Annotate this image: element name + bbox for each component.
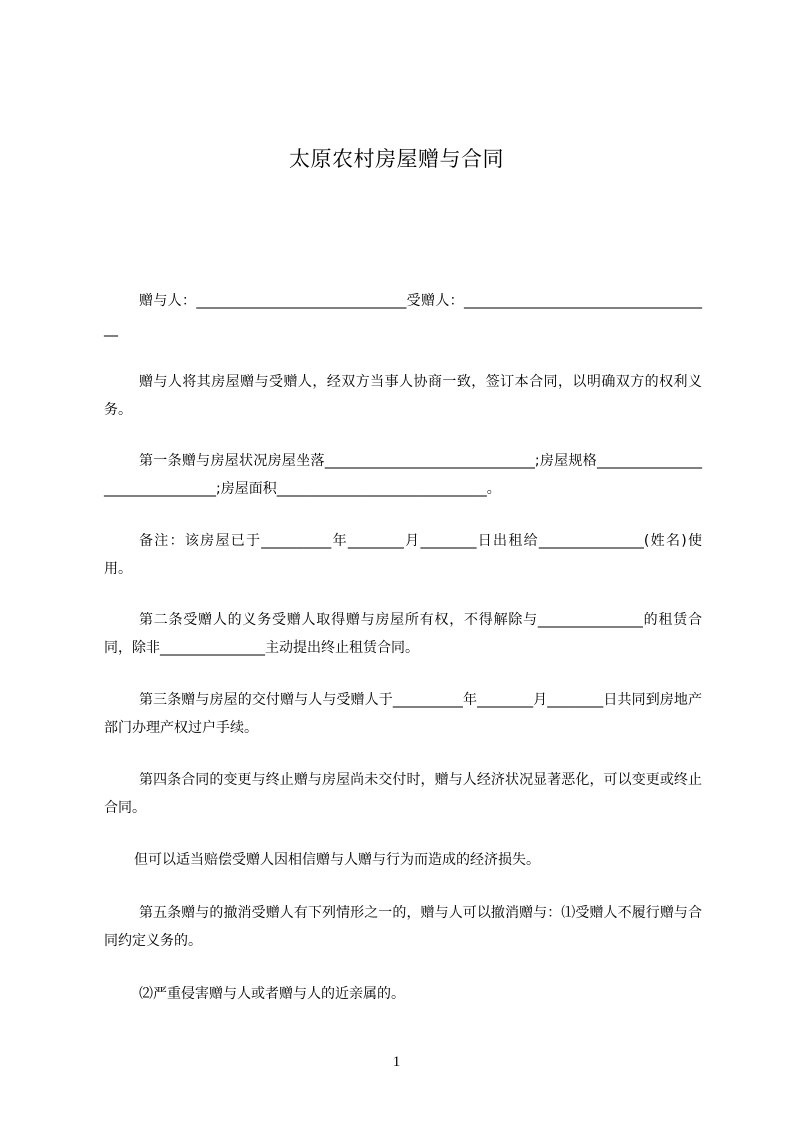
article-1-paragraph: 第一条赠与房屋状况房屋坐落______________________________;房屋规格_______________________________;房屋面积______________________________。 (104, 453, 702, 497)
article-2-paragraph: 第二条受赠人的义务受赠人取得赠与房屋所有权，不得解除与_______________的租赁合同，除非_______________主动提出终止租赁合同。 (104, 612, 702, 656)
page-number: 1 (392, 1054, 401, 1070)
article-4-paragraph: 第四条合同的变更与终止赠与房屋尚未交付时，赠与人经济状况显著恶化，可以变更或终止合同。 (104, 772, 702, 816)
note-paragraph: 备注：该房屋已于__________年________月________日出租给_______________(姓名)使用。 (104, 533, 702, 577)
compensation-paragraph: 但可以适当赔偿受赠人因相信赠与人赠与行为而造成的经济损失。 (134, 852, 540, 868)
article-5-item-2: ⑵严重侵害赠与人或者赠与人的近亲属的。 (139, 986, 405, 1002)
parties-paragraph: 赠与人：______________________________受赠人：____________________________________ (104, 293, 702, 337)
document-title: 太原农村房屋赠与合同 (289, 147, 504, 171)
article-5-paragraph: 第五条赠与的撤消受赠人有下列情形之一的，赠与人可以撤消赠与：⑴受赠人不履行赠与合同约定义务的。 (104, 905, 702, 949)
intro-paragraph: 赠与人将其房屋赠与受赠人，经双方当事人协商一致，签订本合同，以明确双方的权利义务。 (104, 374, 702, 418)
article-3-paragraph: 第三条赠与房屋的交付赠与人与受赠人于__________年________月________日共同到房地产部门办理产权过户手续。 (104, 692, 702, 736)
